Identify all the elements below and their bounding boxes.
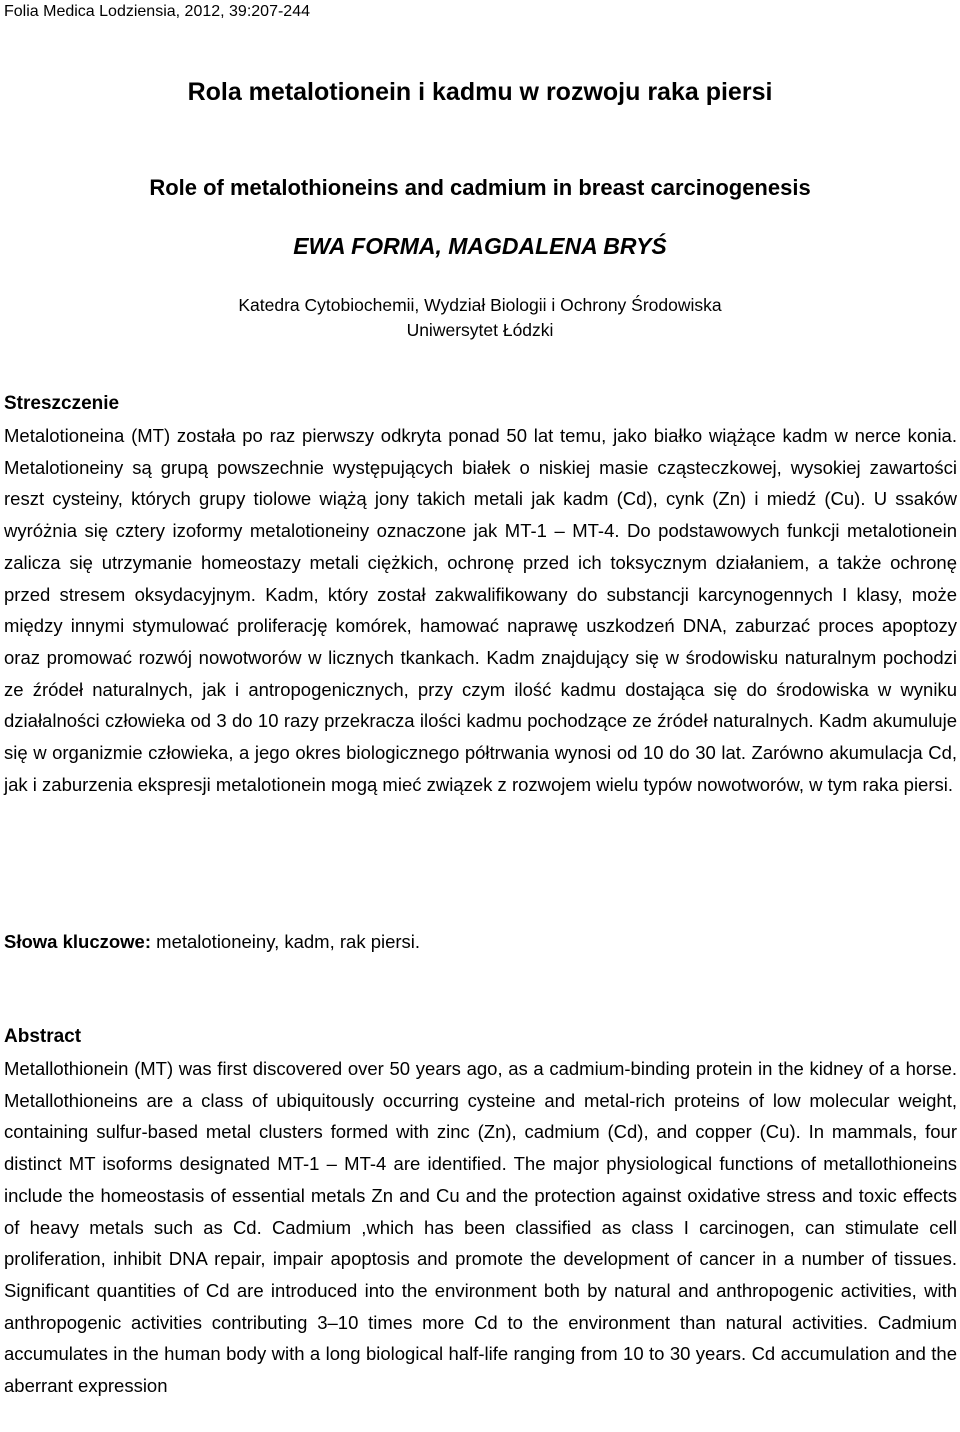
keywords-label: Słowa kluczowe: (4, 931, 152, 952)
keywords-value: metalotioneiny, kadm, rak piersi. (151, 931, 421, 952)
keywords (4, 929, 420, 955)
authors: EWA FORMA, MAGDALENA BRYŚ (293, 233, 667, 259)
streszczenie-heading: Streszczenie (4, 393, 120, 414)
title-english: Role of metalothioneins and cadmium in breast carcinogenesis (149, 175, 811, 200)
abstract-body: Metallothionein (MT) was first discovered over 50 years ago, as a cadmium-binding protein in the kidney of a horse. Metallothioneins are a class of ubiquitously occurring cysteine and metal-rich proteins of low molecular weight, containing sulfur-based metal clusters formed with zinc (Zn), cadmium (Cd), and copper (Cu). In mammals, four distinct MT isoforms designated MT-1 – MT-4 are identified. The major physiological functions of metallothioneins include the homeostasis of essential metals Zn and Cu and the protection against oxidative stress and toxic effects of heavy metals such as Cd. Cadmium ,which has been classified as class I carcinogen, can stimulate cell proliferation, inhibit DNA repair, impair apoptosis and promote the development of cancer in a number of tissues. Significant quantities of Cd are introduced into the environment both by natural and anthropogenic activities, with anthropogenic activities contributing 3–10 times more Cd to the environment than natural activities. Cadmium accumulates in the human body with a long biological half-life ranging from 10 to 30 years. Cd accumulation and the aberrant expression (4, 1058, 957, 1397)
affiliation-department: Katedra Cytobiochemii, Wydział Biologii i Ochrony Środowiska (238, 295, 722, 315)
title-polish: Rola metalotionein i kadmu w rozwoju raka piersi (187, 78, 773, 106)
affiliation (0, 293, 960, 343)
streszczenie-body: Metalotioneina (MT) została po raz pierwszy odkryta ponad 50 lat temu, jako białko wiążące kadm w nerce konia. Metalotioneiny są grupą powszechnie występujących białek o niskiej masie cząsteczkowej, wysokiej zawartości reszt cysteiny, których grupy tiolowe wiążą jony takich metali jak kadm (Cd), cynk (Zn) i miedź (Cu). U ssaków wyróżnia się cztery izoformy metalotioneiny oznaczone jak MT-1 – MT-4. Do podstawowych funkcji metalotionein zalicza się utrzymanie homeostazy metali ciężkich, ochronę przed ich toksycznym działaniem, a także ochronę przed stresem oksydacyjnym. Kadm, który został zakwalifikowany do substancji karcynogennych I klasy, może między innymi stymulować proliferację komórek, hamować naprawę uszkodzeń DNA, zaburzać proces apoptozy oraz promować rozwój nowotworów w licznych tkankach. Kadm znajdujący się w środowisku naturalnym pochodzi ze źródeł naturalnych, jak i antropogenicznych, przy czym ilość kadmu dostająca się do środowiska w wyniku działalności człowieka od 3 do 10 razy przekracza ilości kadmu pochodzące ze źródeł naturalnych. Kadm akumuluje się w organizmie człowieka, a jego okres biologicznego półtrwania wynosi od 10 do 30 lat. Zarówno akumulacja Cd, jak i zaburzenia ekspresji metalotionein mogą mieć związek z rozwojem wielu typów nowotworów, w tym raka piersi. (4, 425, 957, 795)
abstract-heading: Abstract (4, 1026, 82, 1047)
affiliation-university: Uniwersytet Łódzki (406, 320, 554, 340)
journal-reference: Folia Medica Lodziensia, 2012, 39:207-244 (4, 3, 310, 20)
